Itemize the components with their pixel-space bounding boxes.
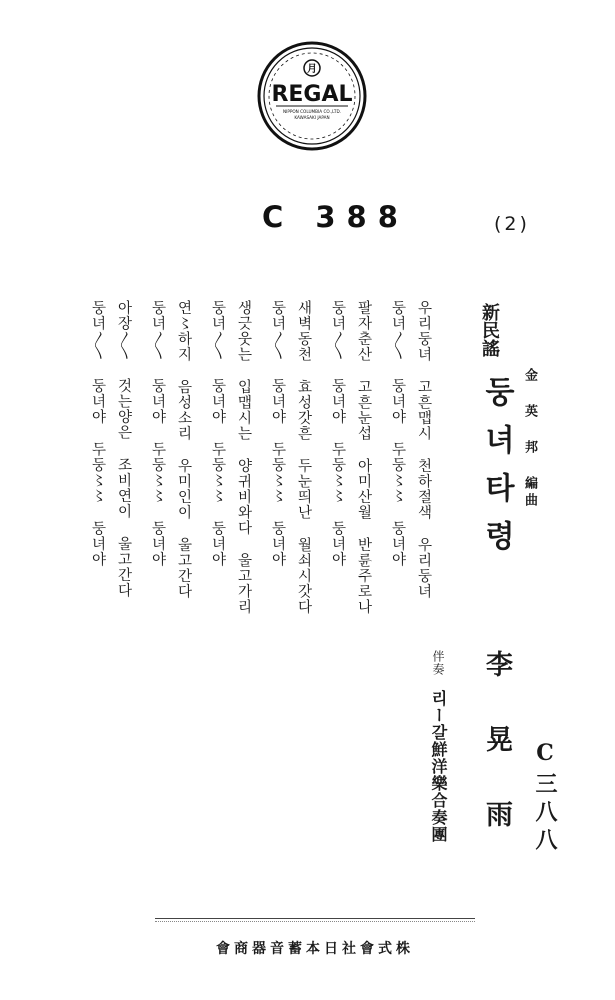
lyric-line: 둥녀〳〵 둥녀야 두둥〻〻 둥녀야 [149,300,166,567]
side-number: (2) [494,213,530,235]
logo-subtext-line: NIPPON COLUMBIA CO.,LTD. [282,109,342,114]
performer-name: 리ー갈鮮洋樂合奏團 [429,690,448,843]
logo-brand-text: REGAL [271,82,353,107]
lyric-line: 둥녀〳〵 둥녀야 두둥〻〻 둥녀야 [389,300,406,567]
regal-logo [256,32,368,196]
logo-subtext-line: KAWASAKI JAPAN [294,115,330,120]
lyric-line: 생긋웃는 입맵시는 양귀비와다 울고가리 [235,300,252,615]
lyric-line: 둥녀〳〵 둥녀야 두둥〻〻 둥녀야 [209,300,226,567]
song-editor: 金 英 邦 編曲 [522,368,537,510]
company-name: 株式會社日本蓄音器商會 [216,941,414,957]
catalog-number: C 388 [262,200,409,234]
song-genre: 新民謠 [479,303,500,357]
lyric-line: 새벽동천 효성갓흔 두눈띄난 월쇠시갓다 [295,300,312,615]
lyric-line: 둥녀〳〵 둥녀야 두둥〻〻 둥녀야 [269,300,286,567]
lyrics-block [86,300,446,640]
performer-label: 伴奏 [431,650,445,676]
svg-text:月: 月 [307,64,317,75]
lyric-line: 우리둥녀 고흔맵시 천하절색 우리둥녀 [415,300,432,599]
catalog-number-vertical: C三八八 [532,740,558,856]
composer-name: 李晃雨 [481,650,512,875]
lyric-line: 아장〳〵 것는양은 조비연이 울고간다 [115,300,132,598]
lyric-line: 둥녀〳〵 둥녀야 두둥〻〻 둥녀야 [329,300,346,567]
lyric-line: 팔자춘산 고흔눈섭 아미산월 반륜주로나 [355,300,372,615]
regal-logo-graphic [256,32,368,196]
lyric-line: 연〻하지 음성소리 우미인이 울고간다 [175,300,192,599]
lyric-line: 둥녀〳〵 둥녀야 두둥〻〻 둥녀야 [89,300,106,567]
song-title: 둥녀타령 [479,376,514,568]
footer-divider-dotted [155,921,475,922]
